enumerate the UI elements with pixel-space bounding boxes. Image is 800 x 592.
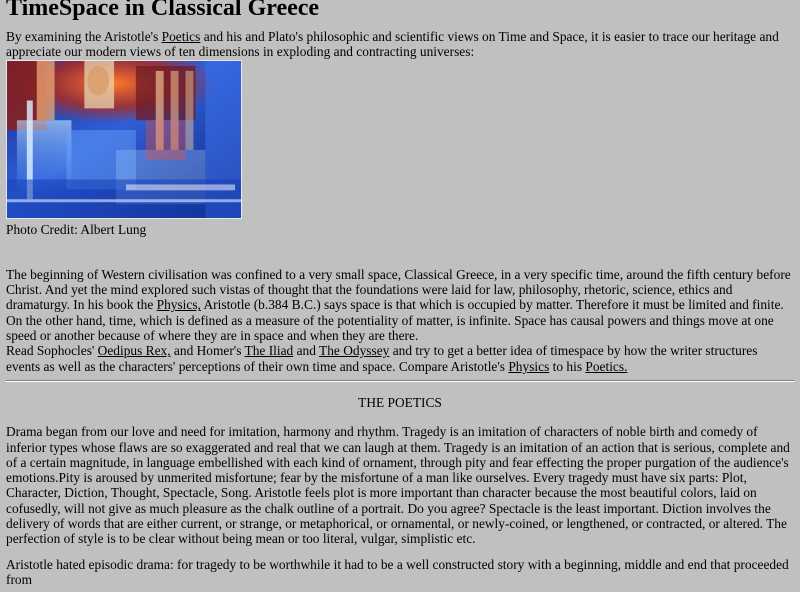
history-text-cont: Aristotle (b.384 B.C.) says space is that which is occupied by matter. Therefore it must be limited and finite. On the other hand, time, which is defined as a measure of the potentiality of matter, is infinite. Space has causal powers and things move at one speed or another because of where they are in space and when they are there. [6,297,784,344]
section-heading: THE POETICS [358,394,442,410]
photo-credit: Photo Credit: Albert Lung [6,221,147,237]
physics-link[interactable]: Physics, [156,297,201,313]
odyssey-link[interactable]: The Odyssey [319,343,390,359]
episodic-paragraph: Aristotle hated episodic drama: for tragedy to be worthwhile it had to be a well constructed story with a beginning, middle and end that proceeded from [6,556,789,587]
intro-text-before: By examining the Aristotle's [6,29,162,44]
reading-paragraph [6,343,794,374]
intro-paragraph [6,29,794,60]
reading-text-2: and Homer's [170,343,245,359]
reading-text-4: and try to get a better idea of timespace by how the writer structures events as well as the characters' perceptions of their own time and space. Compare Aristotle's [6,343,758,374]
section-divider [6,380,794,382]
page-title: TimeSpace in Classical Greece [6,0,320,21]
poetics-paragraph: Drama began from our love and need for imitation, harmony and rhythm. Tragedy is an imitation of characters of noble birth and comedy of inferior types whose flaws are so exaggerated and real that we can laugh at them. Tragedy is an imitation of an action that is serious, complete and of a certain magnitude, in language embellished with each kind of ornament, through pity and fear effecting the proper purgation of the audience's emotions.Pity is aroused by unmerited misfortune; fear by the misfortune of a man like ourselves. Every tragedy must have six parts: Plot, Character, Diction, Thought, Spectacle, Song. Aristotle feels plot is more important than character because the most beautiful colors, laid on cofusedly, will not give as much pleasure as the chalk outline of a portrait. Do you agree? Spectacle is the least important. Diction involves the delivery of words that are either current, or strange, or metaphorical, or ornamental, or newly-coined, or lengthened, or contracted, or altered. The perfection of style is to be clear without being mean or too literal, vulgar, simplistic etc. [6,424,790,547]
poetics-link[interactable]: Poetics [161,29,201,44]
reading-text-5: to his [549,358,586,374]
iliad-link[interactable]: The Iliad [244,343,294,359]
reading-text-3: and [293,343,320,359]
poetics-link-2[interactable]: Poetics. [585,358,628,374]
reading-text: Read Sophocles' [6,343,98,359]
intro-text-after: and his and Plato's philosophic and scientific views on Time and Space, it is easier to trace our heritage and appreciate our modern views of ten dimensions in exploding and contracting universes: [6,29,779,60]
timespace-photo [6,60,242,219]
history-block [6,267,794,374]
history-text: The beginning of Western civilisation was confined to a very small space, Classical Greece, in a very specific time, around the fifth century before Christ. And yet the mind explored such vistas of thought that the foundations were laid for law, philosophy, rhetoric, science, ethics and dramaturgy. In his book the [6,266,791,313]
physics-link-2[interactable]: Physics [508,358,550,374]
oedipus-rex-link[interactable]: Oedipus Rex, [97,343,171,359]
history-paragraph [6,267,794,343]
